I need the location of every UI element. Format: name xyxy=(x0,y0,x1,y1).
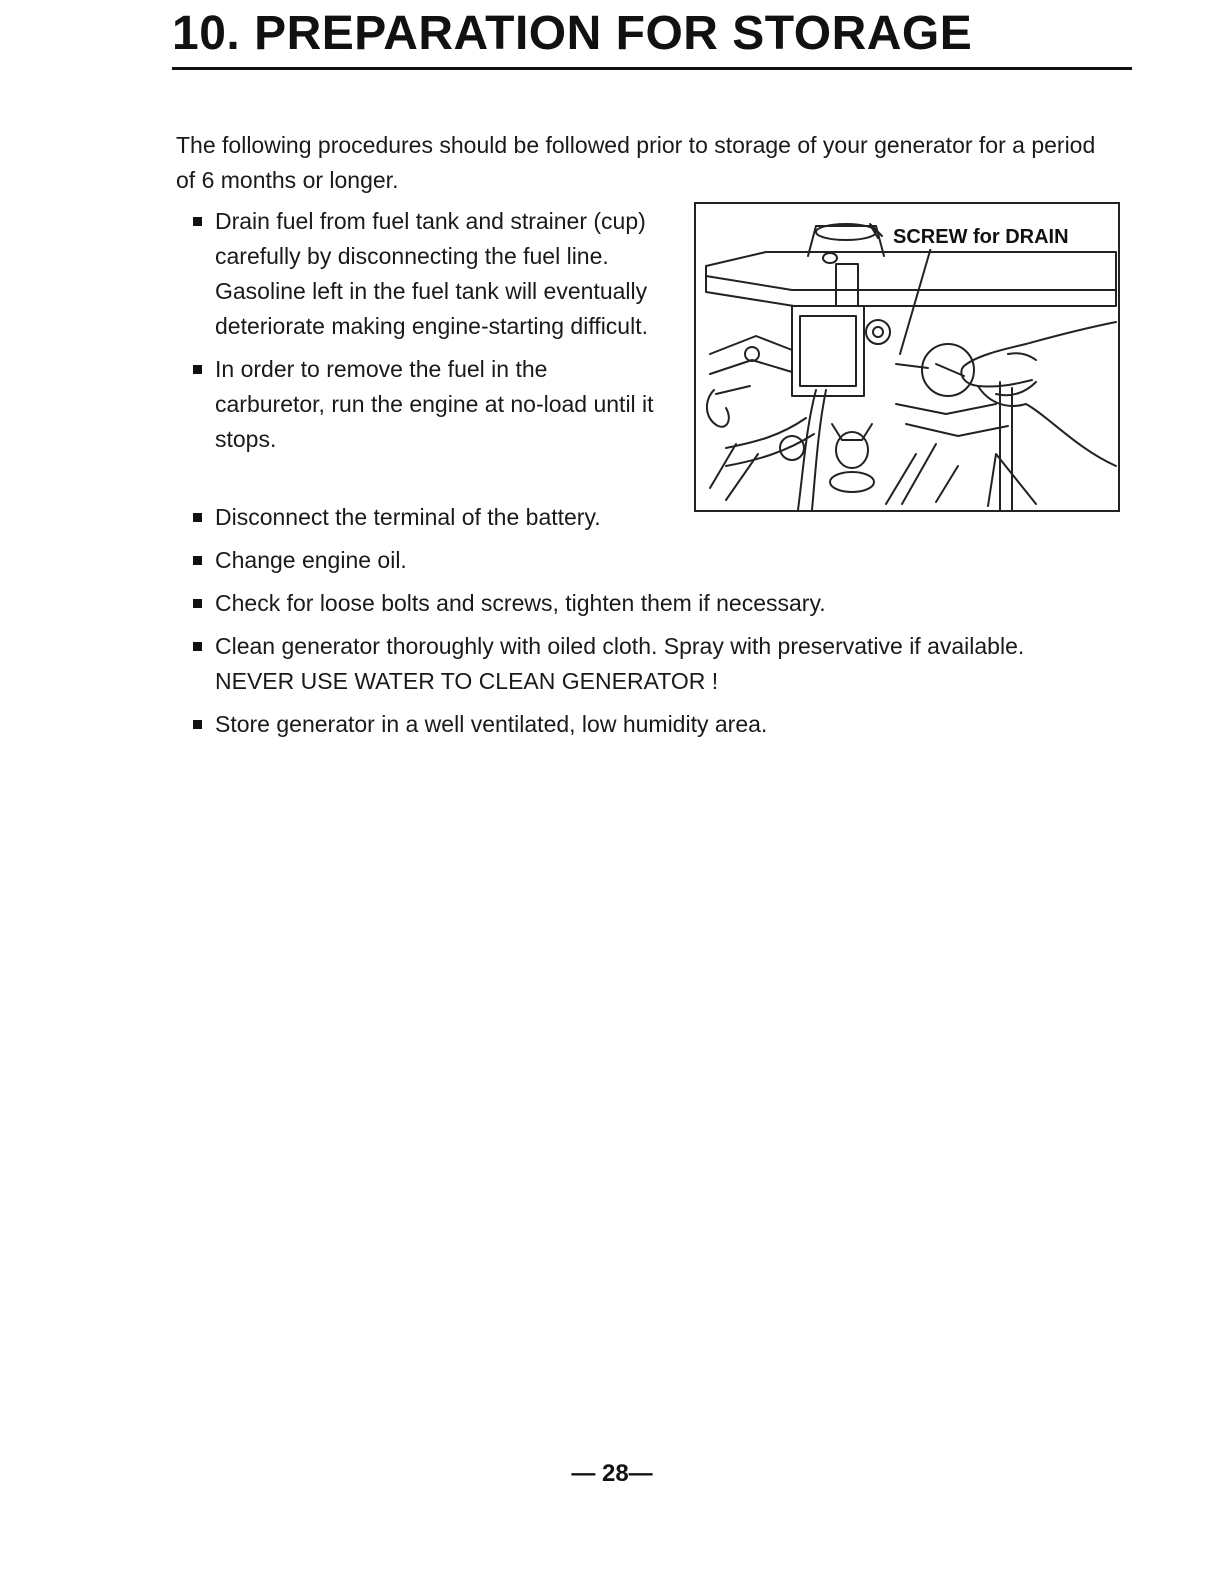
title-underline xyxy=(172,67,1132,70)
bullet-drain-fuel: Drain fuel from fuel tank and strainer (cup) carefully by disconnecting the fuel line. Gasoline left in the fuel tank will eventually deteriorate making engine-starting difficult. xyxy=(192,204,662,344)
bullet-store-generator: Store generator in a well ventilated, low humidity area. xyxy=(192,707,1032,742)
bullet-change-oil: Change engine oil. xyxy=(192,543,1032,578)
bullet-list-bottom xyxy=(192,500,1032,750)
bullet-list-top xyxy=(192,204,662,465)
page-number: — 28— xyxy=(571,1460,653,1487)
engine-line-drawing xyxy=(696,204,1118,510)
drain-screw-illustration xyxy=(694,202,1120,512)
bullet-run-engine: In order to remove the fuel in the carburetor, run the engine at no-load until it stops. xyxy=(192,352,662,457)
bullet-clean-generator: Clean generator thoroughly with oiled cloth. Spray with preservative if available. NEVER USE WATER TO CLEAN GENERATOR ! xyxy=(192,629,1032,699)
bullet-disconnect-battery: Disconnect the terminal of the battery. xyxy=(192,500,1032,535)
intro-paragraph: The following procedures should be followed prior to storage of your generator for a period of 6 months or longer. xyxy=(176,132,1096,193)
page-title: 10. PREPARATION FOR STORAGE xyxy=(172,7,973,60)
bullet-check-bolts: Check for loose bolts and screws, tighten them if necessary. xyxy=(192,586,1032,621)
screw-for-drain-label: SCREW for DRAIN xyxy=(890,226,1072,249)
